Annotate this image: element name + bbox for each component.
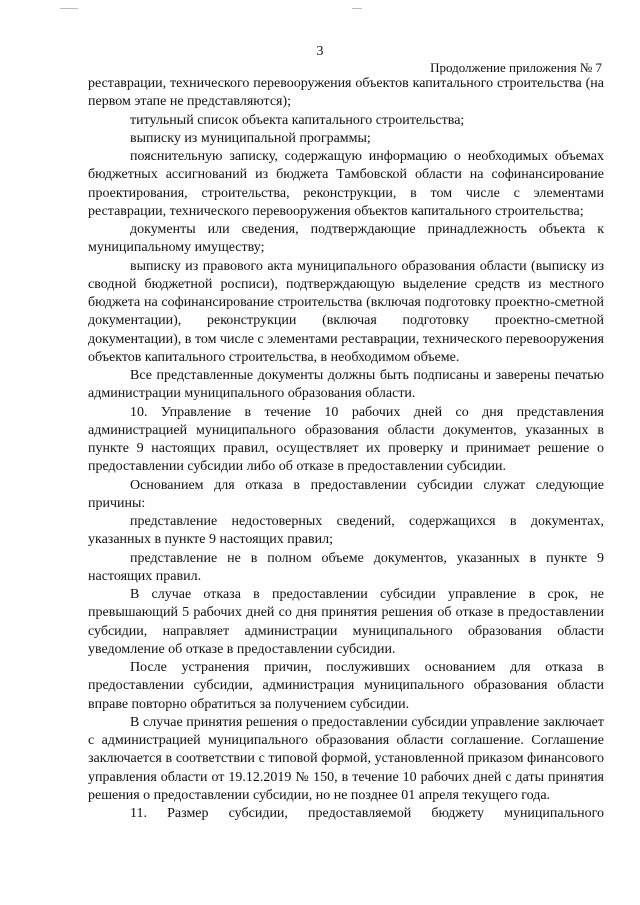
paragraph: выписку из муниципальной программы; [130, 130, 371, 146]
paragraph: пояснительную записку, содержащую информацию о необходимых объемах бюджетных ассигнований из бюджета Тамбовской области на софинансирование проектирования, строительства, реконструкции, в том числе с элементами реставрации, технического перевооружения объектов капитального строительства; [88, 149, 604, 219]
paragraph: реставрации, технического перевооружения объектов капитального строительства (на первом этапе не представляются); [88, 76, 604, 110]
paragraph: В случае принятия решения о предоставлении субсидии управление заключает с администрацией муниципального образования области соглашение. Соглашение заключается в соответствии с типовой формой, установленной приказом финансового управления области от 19.12.2019 № 150, в течение 10 рабочих дней с даты принятия решения о предоставлении субсидии, но не позднее 01 апреля текущего года. [88, 714, 604, 803]
document-body [88, 75, 604, 823]
scan-artifact [352, 8, 362, 9]
paragraph: выписку из правового акта муниципального образования области (выписку из сводной бюджетной росписи), подтверждающую выделение средств из местного бюджета на софинансирование строительства (включая подготовку проектно-сметной документации), реконструкции (включая подготовку проектно-сметной документации), в том числе с элементами реставрации, технического перевооружения объектов капитального строительства, в необходимом объеме. [88, 258, 604, 365]
paragraph: представление недостоверных сведений, содержащихся в документах, указанных в пункте 9 настоящих правил; [88, 514, 604, 548]
page-number: 3 [316, 44, 324, 59]
paragraph: 10. Управление в течение 10 рабочих дней со дня представления администрацией муниципального образования области документов, указанных в пункте 9 настоящих правил, осуществляет их проверку и принимает решение о предоставлении субсидии либо об отказе в предоставлении субсидии. [88, 404, 604, 475]
paragraph: документы или сведения, подтверждающие принадлежность объекта к муниципальному имуществу; [88, 222, 604, 256]
continuation-label: Продолжение приложения № 7 [430, 60, 602, 75]
paragraph: После устранения причин, послуживших основанием для отказа в предоставлении субсидии, администрация муниципального образования области вправе повторно обратиться за получением субсидии. [88, 660, 604, 712]
paragraph: титульный список объекта капитального строительства; [130, 112, 465, 128]
paragraph: Основанием для отказа в предоставлении субсидии служат следующие причины: [88, 477, 604, 511]
paragraph: 11. Размер субсидии, предоставляемой бюджету муниципального [130, 806, 604, 821]
scan-artifact [60, 8, 78, 9]
paragraph: представление не в полном объеме документов, указанных в пункте 9 настоящих правил. [88, 550, 604, 584]
paragraph: В случае отказа в предоставлении субсидии управление в срок, не превышающий 5 рабочих дней со дня принятия решения об отказе в предоставлении субсидии, направляет администрации муниципального образования области уведомление об отказе в предоставлении субсидии. [88, 587, 604, 657]
paragraph: Все представленные документы должны быть подписаны и заверены печатью администрации муниципального образования области. [88, 368, 604, 402]
